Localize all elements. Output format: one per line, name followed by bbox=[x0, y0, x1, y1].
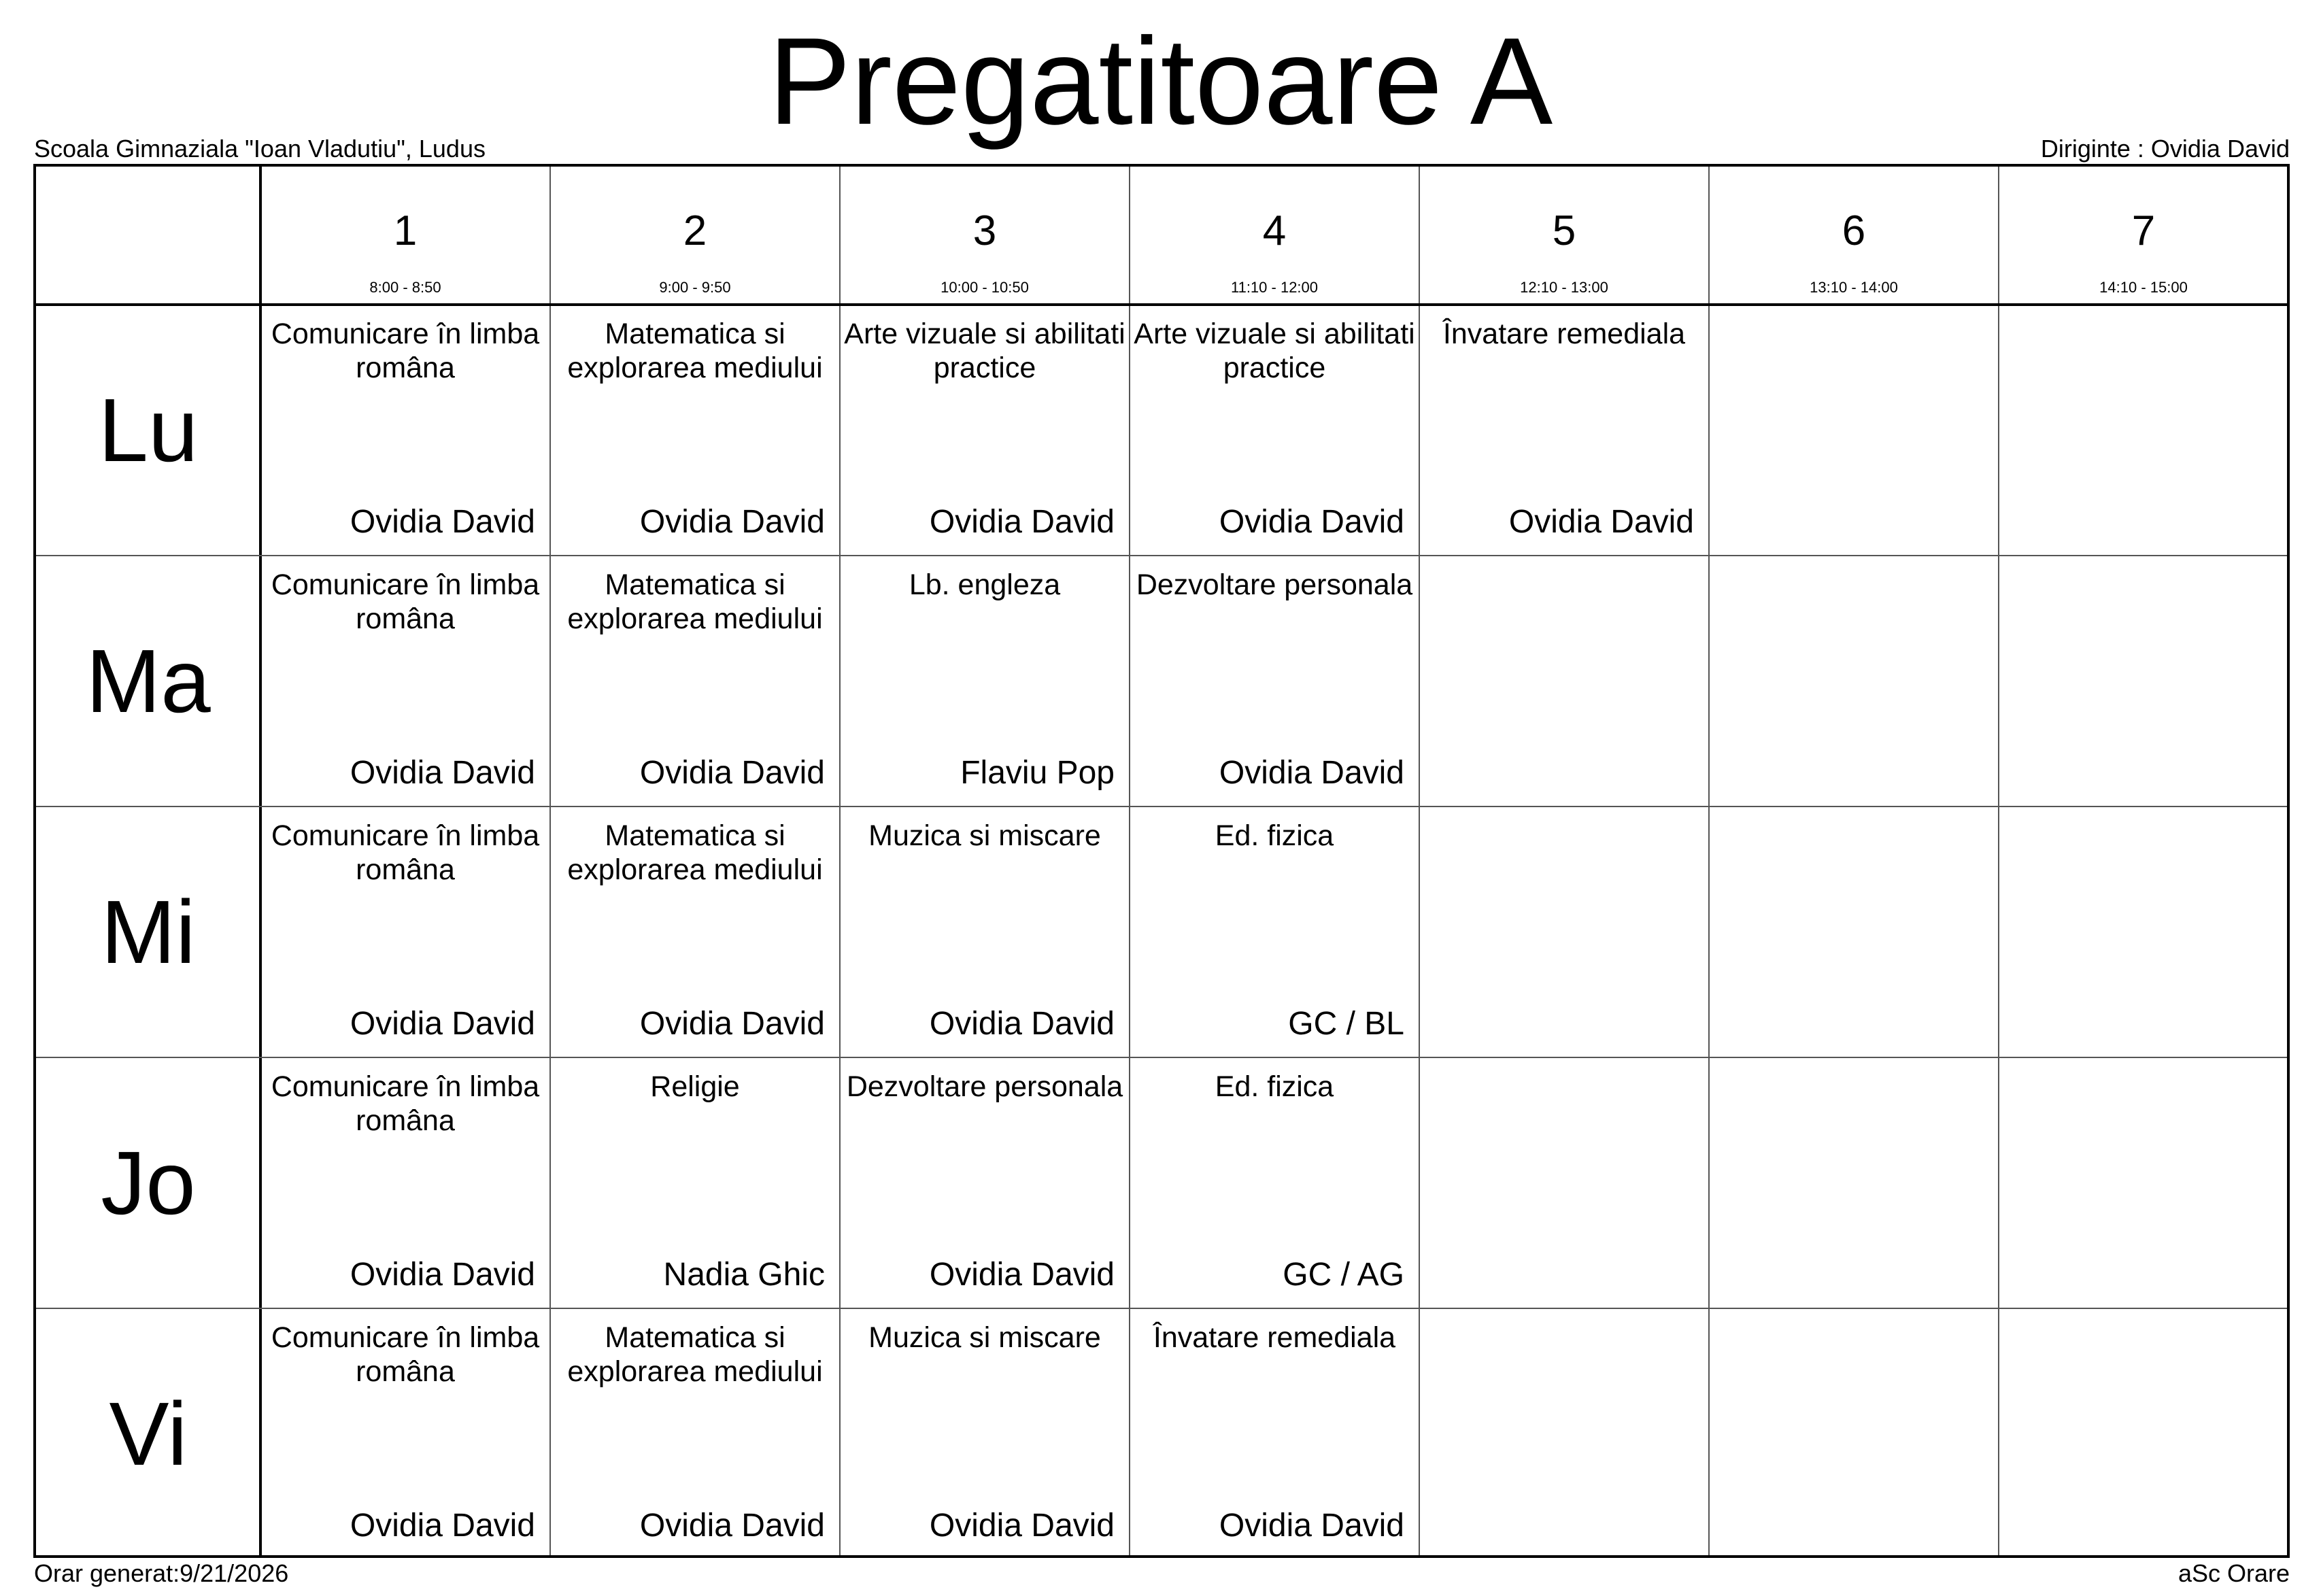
lesson-cell[interactable] bbox=[1130, 1308, 1419, 1559]
day-label: Ma bbox=[86, 630, 211, 731]
lesson-cell[interactable] bbox=[1709, 807, 1999, 1057]
period-header bbox=[550, 167, 840, 305]
period-header bbox=[260, 167, 550, 305]
period-time: 12:10 - 13:00 bbox=[1520, 279, 1608, 296]
lesson-cell[interactable] bbox=[1419, 807, 1709, 1057]
lesson-subject: Matematica si explorarea mediului bbox=[567, 1321, 823, 1388]
lesson-cell[interactable] bbox=[550, 305, 840, 556]
homeroom-teacher: Diriginte : Ovidia David bbox=[2040, 135, 2290, 163]
lesson-subject: Dezvoltare personala bbox=[1136, 568, 1413, 601]
lesson-teacher: Ovidia David bbox=[929, 1508, 1115, 1544]
lesson-teacher: Flaviu Pop bbox=[960, 755, 1115, 791]
period-time: 13:10 - 14:00 bbox=[1810, 279, 1898, 296]
lesson-teacher: Ovidia David bbox=[639, 504, 825, 540]
lesson-subject: Comunicare în limba româna bbox=[271, 819, 540, 886]
lesson-cell[interactable] bbox=[550, 1308, 840, 1559]
lesson-cell[interactable] bbox=[840, 556, 1130, 807]
lesson-cell[interactable] bbox=[1419, 1308, 1709, 1559]
period-time: 11:10 - 12:00 bbox=[1230, 279, 1319, 296]
school-name: Scoala Gimnaziala "Ioan Vladutiu", Ludus bbox=[34, 135, 486, 163]
day-label: Vi bbox=[109, 1383, 188, 1484]
lesson-cell[interactable] bbox=[1999, 807, 2288, 1057]
period-header bbox=[1130, 167, 1419, 305]
lesson-cell[interactable] bbox=[1709, 1308, 1999, 1559]
period-header bbox=[1709, 167, 1999, 305]
lesson-subject: Comunicare în limba româna bbox=[271, 1321, 540, 1388]
lesson-teacher: Ovidia David bbox=[350, 504, 535, 540]
lesson-teacher: Ovidia David bbox=[350, 1257, 535, 1293]
period-number: 1 bbox=[393, 207, 418, 254]
lesson-subject: Comunicare în limba româna bbox=[271, 1070, 540, 1137]
timetable-grid bbox=[33, 164, 2290, 1558]
lesson-cell[interactable] bbox=[1999, 1057, 2288, 1308]
day-label: Mi bbox=[101, 881, 196, 982]
lesson-subject: Lb. engleza bbox=[909, 568, 1061, 601]
lesson-teacher: Ovidia David bbox=[1219, 755, 1404, 791]
lesson-cell[interactable] bbox=[550, 556, 840, 807]
period-header bbox=[1419, 167, 1709, 305]
lesson-subject: Dezvoltare personala bbox=[846, 1070, 1123, 1103]
lesson-cell[interactable] bbox=[1709, 556, 1999, 807]
lesson-cell[interactable] bbox=[1419, 305, 1709, 556]
lesson-teacher: GC / AG bbox=[1283, 1257, 1404, 1293]
lesson-teacher: GC / BL bbox=[1288, 1006, 1404, 1042]
lesson-teacher: Ovidia David bbox=[350, 1006, 535, 1042]
lesson-teacher: Ovidia David bbox=[929, 1006, 1115, 1042]
lesson-cell[interactable] bbox=[840, 1308, 1130, 1559]
lesson-cell[interactable] bbox=[550, 1057, 840, 1308]
lesson-subject: Arte vizuale si abilitati practice bbox=[844, 318, 1125, 384]
lesson-subject: Matematica si explorarea mediului bbox=[567, 568, 823, 635]
lesson-teacher: Ovidia David bbox=[350, 755, 535, 791]
lesson-cell[interactable] bbox=[1130, 1057, 1419, 1308]
lesson-subject: Ed. fizica bbox=[1215, 819, 1334, 852]
lesson-cell[interactable] bbox=[1130, 807, 1419, 1057]
lesson-cell[interactable] bbox=[260, 807, 550, 1057]
lesson-teacher: Ovidia David bbox=[1219, 504, 1404, 540]
lesson-teacher: Nadia Ghic bbox=[663, 1257, 825, 1293]
lesson-teacher: Ovidia David bbox=[929, 504, 1115, 540]
lesson-teacher: Ovidia David bbox=[1219, 1508, 1404, 1544]
lesson-cell[interactable] bbox=[840, 1057, 1130, 1308]
lesson-cell[interactable] bbox=[260, 1308, 550, 1559]
lesson-cell[interactable] bbox=[1999, 556, 2288, 807]
lesson-cell[interactable] bbox=[1709, 1057, 1999, 1308]
software-credit: aSc Orare bbox=[2178, 1559, 2290, 1587]
day-label: Lu bbox=[98, 379, 199, 480]
lesson-subject: Muzica si miscare bbox=[868, 1321, 1101, 1354]
lesson-cell[interactable] bbox=[1419, 1057, 1709, 1308]
lesson-cell[interactable] bbox=[1999, 305, 2288, 556]
period-header bbox=[840, 167, 1130, 305]
lesson-subject: Religie bbox=[650, 1070, 740, 1103]
period-time: 10:00 - 10:50 bbox=[941, 279, 1029, 296]
generated-date: Orar generat:9/21/2026 bbox=[34, 1559, 289, 1587]
lesson-subject: Comunicare în limba româna bbox=[271, 318, 540, 384]
period-number: 3 bbox=[972, 207, 997, 254]
lesson-subject: Ed. fizica bbox=[1215, 1070, 1334, 1103]
lesson-subject: Comunicare în limba româna bbox=[271, 568, 540, 635]
day-label: Jo bbox=[101, 1132, 196, 1233]
lesson-cell[interactable] bbox=[840, 807, 1130, 1057]
lesson-subject: Muzica si miscare bbox=[868, 819, 1101, 852]
lesson-subject: Învatare remediala bbox=[1442, 318, 1686, 350]
lesson-subject: Arte vizuale si abilitati practice bbox=[1134, 318, 1415, 384]
lesson-teacher: Ovidia David bbox=[929, 1257, 1115, 1293]
lesson-teacher: Ovidia David bbox=[639, 1508, 825, 1544]
lesson-subject: Matematica si explorarea mediului bbox=[567, 819, 823, 886]
lesson-subject: Matematica si explorarea mediului bbox=[567, 318, 823, 384]
lesson-cell[interactable] bbox=[260, 305, 550, 556]
period-number: 6 bbox=[1842, 207, 1866, 254]
lesson-cell[interactable] bbox=[840, 305, 1130, 556]
period-time: 14:10 - 15:00 bbox=[2099, 279, 2188, 296]
period-number: 5 bbox=[1552, 207, 1576, 254]
lesson-cell[interactable] bbox=[550, 807, 840, 1057]
period-number: 7 bbox=[2131, 207, 2156, 254]
lesson-cell[interactable] bbox=[1130, 305, 1419, 556]
lesson-cell[interactable] bbox=[1709, 305, 1999, 556]
period-number: 4 bbox=[1262, 207, 1287, 254]
lesson-teacher: Ovidia David bbox=[350, 1508, 535, 1544]
lesson-teacher: Ovidia David bbox=[639, 755, 825, 791]
period-time: 9:00 - 9:50 bbox=[659, 279, 731, 296]
lesson-teacher: Ovidia David bbox=[639, 1006, 825, 1042]
lesson-cell[interactable] bbox=[1130, 556, 1419, 807]
period-header bbox=[1999, 167, 2288, 305]
lesson-subject: Învatare remediala bbox=[1153, 1321, 1396, 1354]
timetable-title: Pregatitoare A bbox=[768, 12, 1553, 150]
lesson-cell[interactable] bbox=[260, 556, 550, 807]
lesson-teacher: Ovidia David bbox=[1508, 504, 1694, 540]
lesson-cell[interactable] bbox=[1999, 1308, 2288, 1559]
lesson-cell[interactable] bbox=[260, 1057, 550, 1308]
lesson-cell[interactable] bbox=[1419, 556, 1709, 807]
period-number: 2 bbox=[683, 207, 707, 254]
period-time: 8:00 - 8:50 bbox=[369, 279, 441, 296]
